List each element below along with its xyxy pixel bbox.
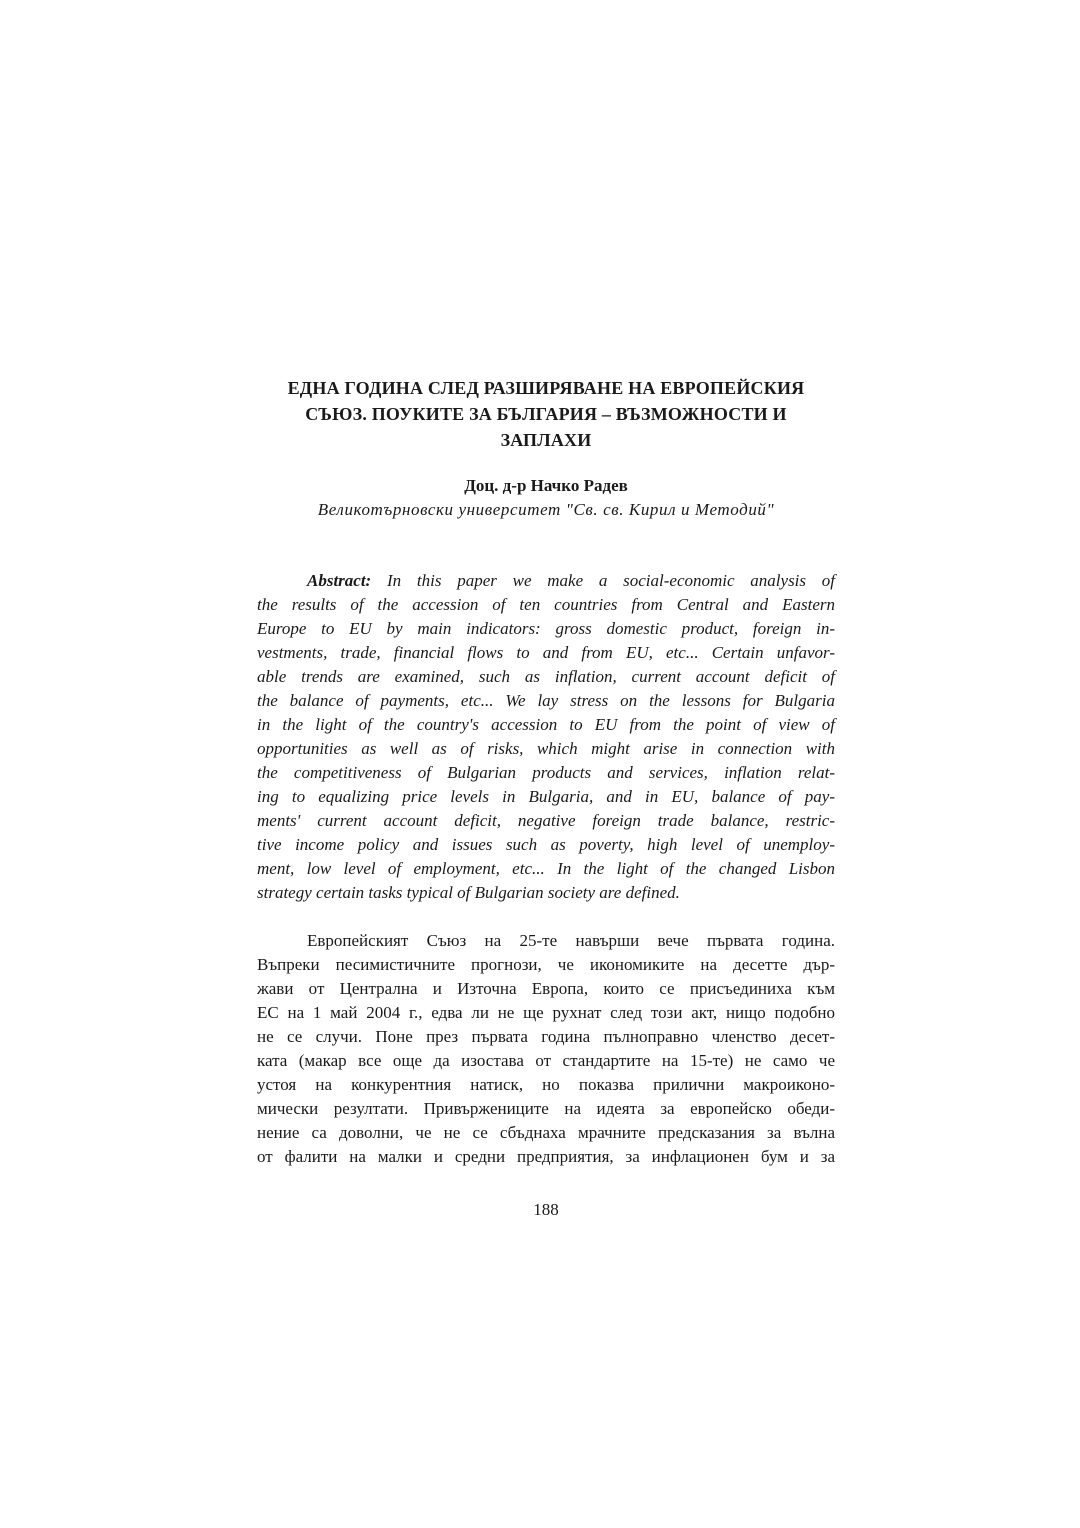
body-line-6: ката (макар все още да изостава от стандартите на 15-те) не само че (257, 1051, 835, 1070)
page-number: 188 (533, 1200, 559, 1219)
abstract-label: Abstract: (307, 571, 372, 590)
title-line-1: ЕДНА ГОДИНА СЛЕД РАЗШИРЯВАНЕ НА ЕВРОПЕЙСКИЯ (287, 378, 805, 398)
body-line-7: устоя на конкурентния натиск, но показва прилични макроиконо- (257, 1075, 835, 1094)
body-line-8: мически резултати. Привържениците на идеята за европейско обеди- (257, 1099, 835, 1118)
title-line-2: СЪЮЗ. ПОУКИТЕ ЗА БЪЛГАРИЯ – ВЪЗМОЖНОСТИ И (305, 404, 787, 424)
abstract-line-14: strategy certain tasks typical of Bulgarian society are defined. (257, 883, 680, 902)
abstract-line-7: in the light of the country's accession to EU from the point of view of (257, 715, 835, 734)
author-affiliation: Великотърновски университет "Св. св. Кирил и Методий" (317, 500, 775, 519)
body-line-3: жави от Централна и Източна Европа, които се присъединиха към (257, 979, 835, 998)
abstract-line-2: the results of the accession of ten countries from Central and Eastern (257, 595, 835, 614)
body-line-10: от фалити на малки и средни предприятия, за инфлационен бум и за (257, 1147, 835, 1166)
abstract-line-3: Europe to EU by main indicators: gross domestic product, foreign in- (257, 619, 835, 638)
abstract-line-5: able trends are examined, such as inflation, current account deficit of (257, 667, 835, 686)
abstract-line-9: the competitiveness of Bulgarian products and services, inflation relat- (257, 763, 835, 782)
abstract-line-11: ments' current account deficit, negative foreign trade balance, restric- (257, 811, 835, 830)
abstract-line-8: opportunities as well as of risks, which might arise in connection with (257, 739, 835, 758)
body-line-2: Въпреки песимистичните прогнози, че икономиките на десетте дър- (257, 955, 835, 974)
abstract-line-6: the balance of payments, etc... We lay stress on the lessons for Bulgaria (257, 691, 835, 710)
title-line-3: ЗАПЛАХИ (500, 430, 592, 450)
author-name: Доц. д-р Начко Радев (464, 476, 628, 495)
paper-title (257, 375, 835, 453)
abstract-line-13: ment, low level of employment, etc... In the light of the changed Lisbon (257, 859, 835, 878)
abstract-line-12: tive income policy and issues such as poverty, high level of unemploy- (257, 835, 835, 854)
body-line-5: не се случи. Поне през първата година пълноправно членство десет- (257, 1027, 835, 1046)
body-line-1: Европейският Съюз на 25-те навърши вече първата година. (307, 931, 835, 950)
body-line-9: нение са доволни, че не се сбъднаха мрачните предсказания за вълна (257, 1123, 835, 1142)
abstract-line-4: vestments, trade, financial flows to and from EU, etc... Certain unfavor- (257, 643, 835, 662)
abstract-line-1 (257, 569, 835, 593)
abstract-paragraph (257, 569, 835, 905)
abstract-line-1-text: In this paper we make a social-economic analysis of (387, 571, 836, 590)
body-line-4: ЕС на 1 май 2004 г., едва ли не ще рухнат след този акт, нищо подобно (257, 1003, 835, 1022)
body-paragraph (257, 929, 835, 1169)
abstract-line-10: ing to equalizing price levels in Bulgaria, and in EU, balance of pay- (257, 787, 835, 806)
